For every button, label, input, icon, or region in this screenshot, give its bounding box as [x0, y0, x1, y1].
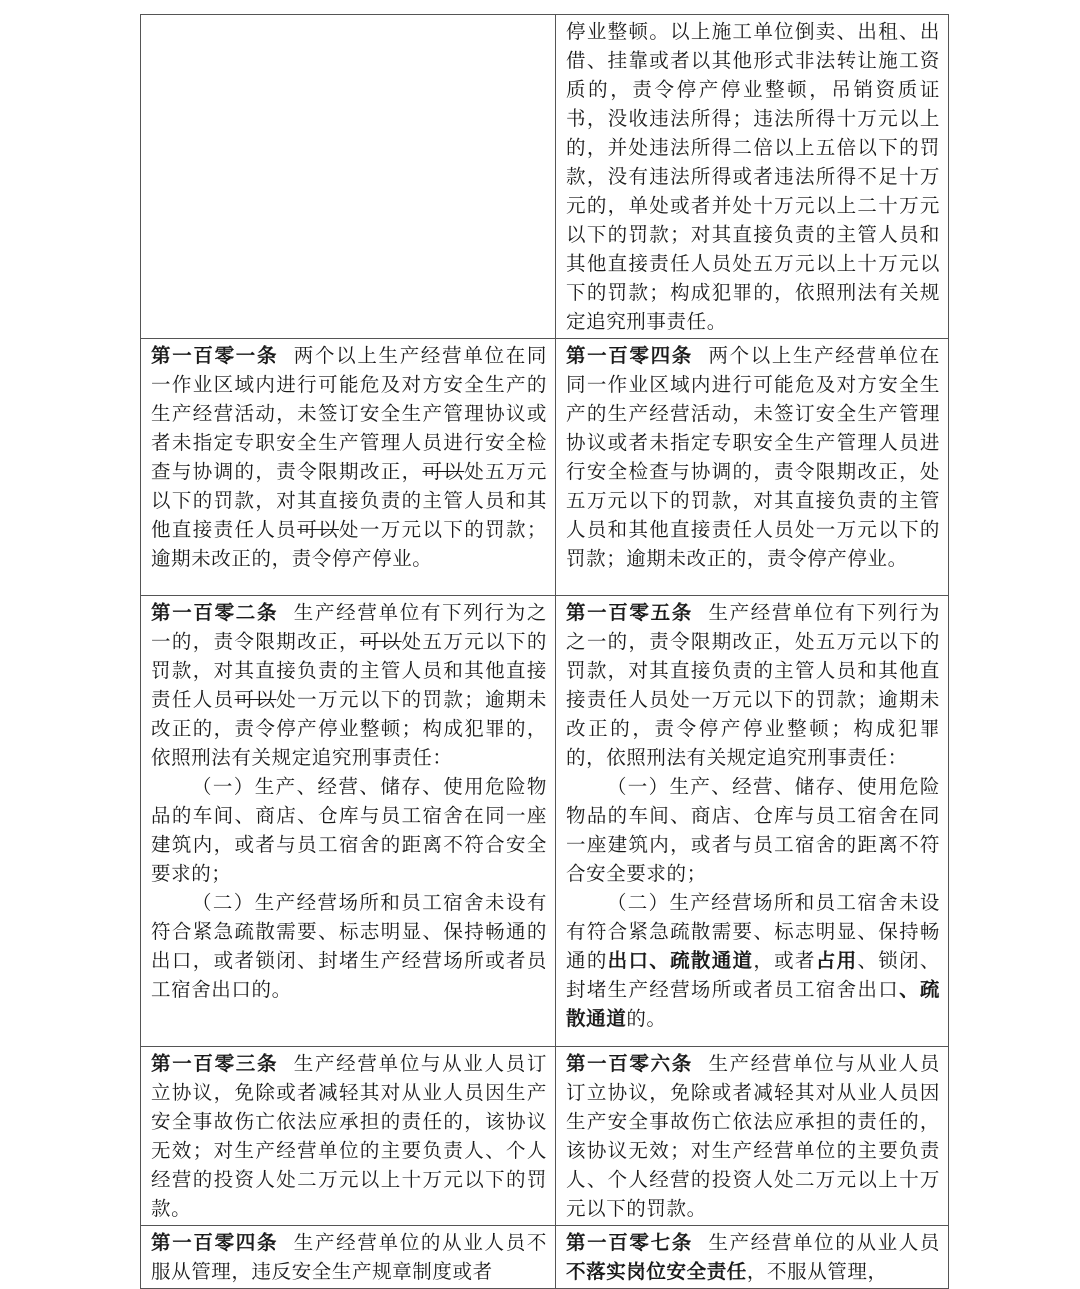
revised-text-cell: [556, 15, 949, 339]
clause-paragraph: [566, 1228, 940, 1286]
clause-text: （一）生产、经营、储存、使用危险物品的车间、商店、仓库与员工宿舍在同一座建筑内，或者与员工宿舍的距离不符合安全要求的；: [151, 775, 547, 885]
clause-text: 生产经营单位有下列行为之一的，责令限期改正，: [151, 601, 547, 653]
added-text: 不落实岗位安全责任: [566, 1260, 747, 1283]
article-number: 第一百零六条: [566, 1052, 693, 1075]
clause-text: 处一万元以下的罚款；逾期未改正的，责令停产停业。: [151, 518, 547, 570]
clause-text: （二）生产经营场所和员工宿舍未设有符合紧急疏散需要、标志明显、保持畅通的: [566, 891, 940, 972]
clause-text: 停业整顿。以上施工单位倒卖、出租、出借、挂靠或者以其他形式非法转让施工资质的，责令停产停业整顿，吊销资质证书，没收违法所得；违法所得十万元以上的，并处违法所得二倍以上五倍以下的罚款，没有违法所得或者违法所得不足十万元的，单处或者并处十万元以上二十万元以下的罚款；对其直接负责的主管人员和其他直接责任人员处五万元以上十万元以下的罚款；构成犯罪的，依照刑法有关规定追究刑事责任。: [566, 20, 940, 333]
clause-text: （一）生产、经营、储存、使用危险物品的车间、商店、仓库与员工宿舍在同一座建筑内，或者与员工宿舍的距离不符合安全要求的；: [566, 775, 940, 885]
clause-paragraph: [566, 888, 940, 1033]
clause-paragraph: [151, 1049, 547, 1223]
clause-paragraph: [566, 598, 940, 772]
clause-paragraph: [151, 888, 547, 1004]
clause-text: 生产经营单位与从业人员订立协议，免除或者减轻其对从业人员因生产安全事故伤亡依法应承担的责任的，该协议无效；对生产经营单位的主要负责人、个人经营的投资人处二万元以上十万元以下的罚款。: [151, 1052, 547, 1220]
clause-text: 处一万元以下的罚款；逾期未改正的，责令停产停业整顿；构成犯罪的，依照刑法有关规定追究刑事责任：: [151, 688, 547, 769]
clause-text: 两个以上生产经营单位在同一作业区域内进行可能危及对方安全生产的生产经营活动，未签订安全生产管理协议或者未指定专职安全生产管理人员进行安全检查与协调的，责令限期改正，处五万元以下的罚款，对其直接负责的主管人员和其他直接责任人员处一万元以下的罚款；逾期未改正的，责令停产停业。: [566, 344, 940, 570]
clause-text: 生产经营单位与从业人员订立协议，免除或者减轻其对从业人员因生产安全事故伤亡依法应承担的责任的，该协议无效；对生产经营单位的主要负责人、个人经营的投资人处二万元以上十万元以下的罚款。: [566, 1052, 940, 1220]
original-text-cell: [141, 15, 556, 339]
comparison-table-body: [141, 15, 949, 1289]
clause-text: 处五万元以下的罚款，对其直接负责的主管人员和其他直接责任人员: [151, 460, 547, 541]
article-number: 第一百零四条: [566, 344, 693, 367]
revised-text-cell: [556, 339, 949, 596]
clause-paragraph: [566, 1049, 940, 1223]
clause-paragraph: [566, 341, 940, 573]
article-number: 第一百零三条: [151, 1052, 279, 1075]
clause-text: 的。: [626, 1007, 667, 1030]
original-text-cell: [141, 596, 556, 1047]
deleted-text: 可以: [359, 630, 402, 653]
clause-text: 生产经营单位有下列行为之一的，责令限期改正，处五万元以下的罚款，对其直接负责的主管人员和其他直接责任人员处一万元以下的罚款；逾期未改正的，责令停产停业整顿；构成犯罪的，依照刑法有关规定追究刑事责任：: [566, 601, 940, 769]
article-number: 第一百零二条: [151, 601, 279, 624]
clause-text: ，或者: [753, 949, 816, 972]
clause-text: 生产经营单位的从业人员不服从管理，违反安全生产规章制度或者: [151, 1231, 547, 1283]
clause-paragraph: [151, 1228, 547, 1286]
table-row: [141, 1226, 949, 1289]
original-text-cell: [141, 1226, 556, 1289]
table-row: [141, 596, 949, 1047]
article-number: 第一百零一条: [151, 344, 279, 367]
clause-text: 生产经营单位的从业人员: [708, 1231, 940, 1254]
article-number: 第一百零四条: [151, 1231, 279, 1254]
revised-text-cell: [556, 596, 949, 1047]
clause-text: 两个以上生产经营单位在同一作业区域内进行可能危及对方安全生产的生产经营活动，未签订安全生产管理协议或者未指定专职安全生产管理人员进行安全检查与协调的，责令限期改正，: [151, 344, 547, 483]
deleted-text: 可以: [422, 460, 465, 483]
added-text: 出口、疏散通道: [607, 949, 754, 972]
original-text-cell: [141, 1047, 556, 1226]
clause-text: 、锁闭、封堵生产经营场所或者员工宿舍出口: [566, 949, 941, 1001]
table-row: [141, 1047, 949, 1226]
article-number: 第一百零七条: [566, 1231, 693, 1254]
clause-paragraph: [566, 772, 940, 888]
clause-text: ，不服从管理，: [746, 1260, 888, 1283]
article-number: 第一百零五条: [566, 601, 693, 624]
clause-text: 处五万元以下的罚款，对其直接负责的主管人员和其他直接责任人员: [151, 630, 547, 711]
original-text-cell: [141, 339, 556, 596]
clause-paragraph: [566, 17, 940, 336]
clause-paragraph: [151, 772, 547, 888]
clause-text: （二）生产经营场所和员工宿舍未设有符合紧急疏散需要、标志明显、保持畅通的出口，或者锁闭、封堵生产经营场所或者员工宿舍出口的。: [151, 891, 547, 1001]
table-row: [141, 15, 949, 339]
clause-paragraph: [151, 341, 547, 573]
added-text: 占用: [815, 949, 858, 972]
deleted-text: 可以: [234, 688, 277, 711]
revised-text-cell: [556, 1047, 949, 1226]
table-row: [141, 339, 949, 596]
comparison-table: [140, 14, 949, 1289]
deleted-text: 可以: [297, 518, 339, 541]
revised-text-cell: [556, 1226, 949, 1289]
added-text: 、疏散通道: [566, 978, 940, 1030]
clause-paragraph: [151, 598, 547, 772]
